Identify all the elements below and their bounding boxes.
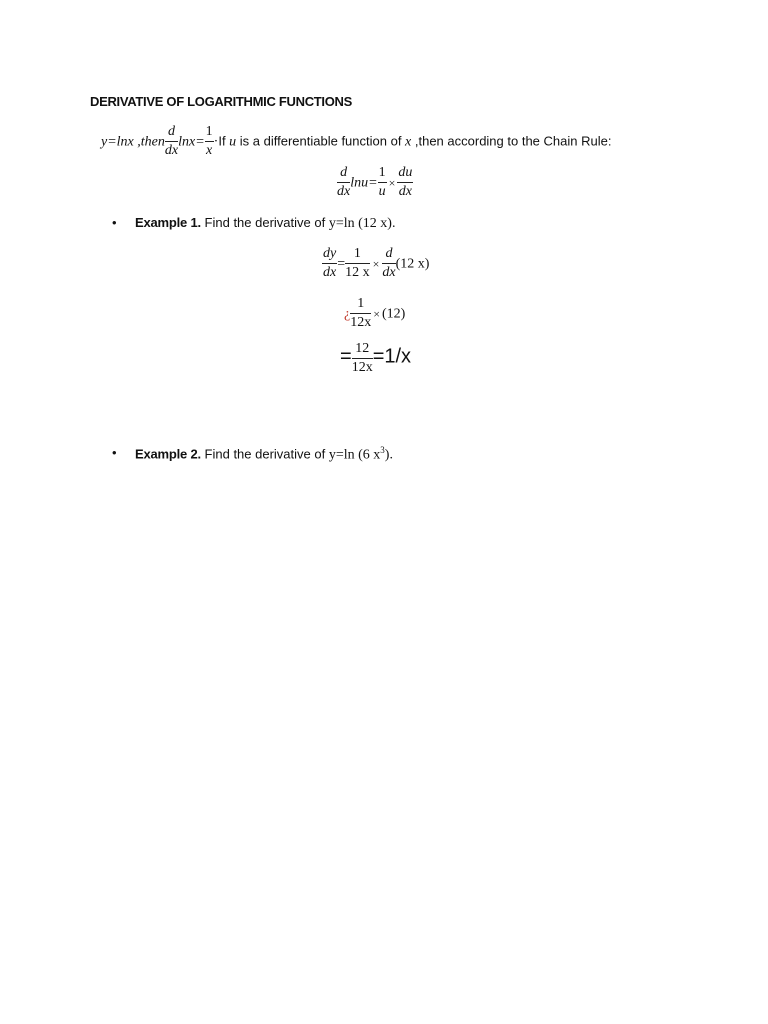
fraction-numerator: 1 [205,125,214,142]
intro-line [101,125,611,158]
fraction-denominator: dx [323,265,337,280]
intro-text-3: ,then according to the Chain Rule: [411,133,612,149]
example-2-close-paren: ) [384,447,390,463]
fraction-denominator: dx [382,265,396,280]
solution-step-1 [322,247,429,280]
step1-paren-expression: (12 x) [395,256,430,272]
fraction-denominator: 12x [351,360,373,375]
example-2-exponent: 3 [380,445,385,455]
step3-equals: = [340,345,352,368]
fraction-denominator: x [206,143,213,158]
example-2-expression: y=ln (6 x [328,447,381,463]
fraction-numerator: du [397,166,413,183]
page-title: DERIVATIVE OF LOGARITHMIC FUNCTIONS [90,94,353,109]
chain-rule-formula [337,166,413,199]
example-1-content [135,215,395,232]
fraction-numerator: d [165,125,178,142]
fraction-numerator: dy [322,247,337,264]
intro-text-2: is a differentiable function of [236,133,406,149]
step2-glyph: ¿ [344,306,351,322]
fraction-numerator: d [382,247,395,264]
fraction-denominator: dx [337,184,351,199]
step1-one-over-12x [345,247,370,280]
fraction-denominator: 12 x [345,265,370,280]
intro-lhs: y=lnx ,then [101,134,165,150]
example-2-content [135,445,393,463]
example-2-label: Example 2. [135,446,201,462]
intro-derivative-fraction [165,125,178,158]
example-1-expression: y=ln (12 x) [328,216,392,231]
fraction-numerator: 12 [352,342,373,359]
fraction-numerator: 1 [345,247,370,264]
intro-u-var: u [229,134,237,150]
step3-12-over-12x [352,342,373,375]
fraction-denominator: 12x [350,315,372,330]
chain-d-dx-fraction [337,166,350,199]
solution-step-3 [340,342,411,375]
example-1-label: Example 1. [135,215,201,230]
fraction-denominator: dx [398,184,412,199]
step1-d-dx [382,247,395,280]
intro-one-over-x [205,125,214,158]
chain-lnu: lnu= [350,175,378,191]
step3-result: =1/x [372,345,412,368]
bullet: • [112,445,117,460]
fraction-denominator: dx [164,143,179,158]
solution-step-2 [344,297,405,330]
example-1-period: . [391,216,396,231]
chain-du-dx-fraction [397,166,413,199]
chain-one-over-u [378,166,387,199]
step1-times: × [372,256,380,271]
bullet: • [112,215,117,230]
intro-dot: · [213,134,219,150]
intro-lnx: lnx= [178,134,205,150]
step1-dy-dx [322,247,337,280]
example-1-text: Find the derivative of [200,215,329,230]
step2-paren-expression: (12) [382,306,406,322]
step2-times: × [373,306,380,321]
step2-one-over-12x [350,297,371,330]
chain-times: × [388,175,396,190]
example-2-period: . [389,447,393,463]
intro-x-var: x [405,134,412,150]
step1-equals: = [337,256,346,272]
intro-text-1: If [218,133,230,149]
fraction-denominator: u [378,184,386,199]
fraction-numerator: d [337,166,350,183]
fraction-numerator: 1 [350,297,371,314]
fraction-numerator: 1 [378,166,387,183]
example-2-text: Find the derivative of [200,446,329,462]
